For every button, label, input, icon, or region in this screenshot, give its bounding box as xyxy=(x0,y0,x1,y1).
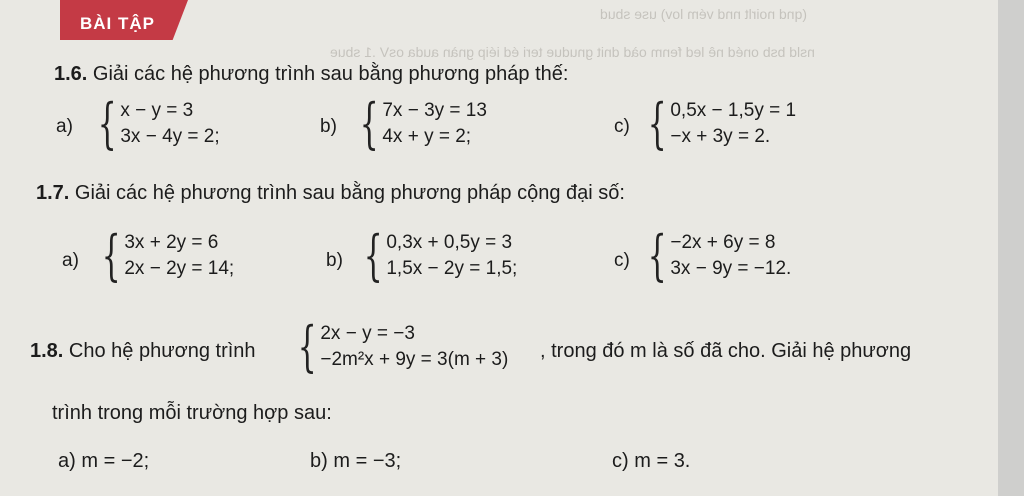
page-edge xyxy=(998,0,1024,496)
equation: 0,5x − 1,5y = 1 xyxy=(670,100,797,121)
item-label: b) xyxy=(310,450,328,472)
section-heading: BÀI TẬP xyxy=(80,14,155,33)
equation-system-1-7-b xyxy=(356,224,518,287)
equation: 3x − 9y = −12. xyxy=(670,258,792,279)
exercise-1-8-line2: trình trong mỗi trường hợp sau: xyxy=(52,402,332,424)
equation: 3x − 4y = 2; xyxy=(120,126,220,147)
case-c xyxy=(612,450,690,473)
equation-system-1-6-b xyxy=(352,92,487,155)
case-b xyxy=(310,450,401,473)
exercise-1-7-instruction xyxy=(36,182,625,205)
case-value: m = −2; xyxy=(81,450,150,472)
equation-system-1-8 xyxy=(290,315,509,378)
bleed-through-text: nsld bsb onéd nê led fenm oàd dnit gnudue teri éd iéip gnàn auda osV .1 sbue xyxy=(330,44,815,60)
exercise-1-6-instruction xyxy=(54,63,568,86)
item-label: c) xyxy=(614,250,630,271)
brace: { xyxy=(97,92,117,155)
brace: { xyxy=(647,224,667,287)
brace: { xyxy=(101,224,121,287)
equation: −2x + 6y = 8 xyxy=(670,232,776,253)
equation: 2x − 2y = 14; xyxy=(124,258,235,279)
exercise-number: 1.8. xyxy=(30,340,64,362)
equation: 2x − y = −3 xyxy=(320,323,415,344)
brace: { xyxy=(297,315,317,378)
equation: 1,5x − 2y = 1,5; xyxy=(386,258,518,279)
bleed-through-text: (qnd noirlt nnd vém lov) use sbud xyxy=(600,6,807,22)
instruction-text: Giải các hệ phương trình sau bằng phương pháp thế: xyxy=(92,63,569,85)
equation-system-1-7-a xyxy=(94,224,235,287)
intro-text: Cho hệ phương trình xyxy=(68,340,256,362)
equation: 0,3x + 0,5y = 3 xyxy=(386,232,513,253)
case-value: m = −3; xyxy=(333,450,402,472)
exercise-number: 1.6. xyxy=(54,63,88,85)
item-label: c) xyxy=(612,450,629,472)
case-a xyxy=(58,450,149,473)
case-value: m = 3. xyxy=(634,450,691,472)
equation-system-1-7-c xyxy=(640,224,792,287)
exercise-1-8-intro xyxy=(30,340,256,363)
equation: −x + 3y = 2. xyxy=(670,126,771,147)
item-label: a) xyxy=(58,450,76,472)
equation: 3x + 2y = 6 xyxy=(124,232,219,253)
item-label: a) xyxy=(56,116,73,137)
equation-system-1-6-c xyxy=(640,92,797,155)
item-label: a) xyxy=(62,250,79,271)
item-label: b) xyxy=(320,116,337,137)
equation: 7x − 3y = 13 xyxy=(382,100,487,121)
item-label: c) xyxy=(614,116,630,137)
item-label: b) xyxy=(326,250,343,271)
exercise-1-8-tail: , trong đó m là số đã cho. Giải hệ phương xyxy=(540,340,912,362)
brace: { xyxy=(363,224,383,287)
equation: −2m²x + 9y = 3(m + 3) xyxy=(320,349,509,370)
equation: 4x + y = 2; xyxy=(382,126,472,147)
equation-system-1-6-a xyxy=(90,92,220,155)
instruction-text: Giải các hệ phương trình sau bằng phương pháp cộng đại số: xyxy=(74,182,625,204)
brace: { xyxy=(647,92,667,155)
brace: { xyxy=(359,92,379,155)
exercise-number: 1.7. xyxy=(36,182,70,204)
equation: x − y = 3 xyxy=(120,100,194,121)
